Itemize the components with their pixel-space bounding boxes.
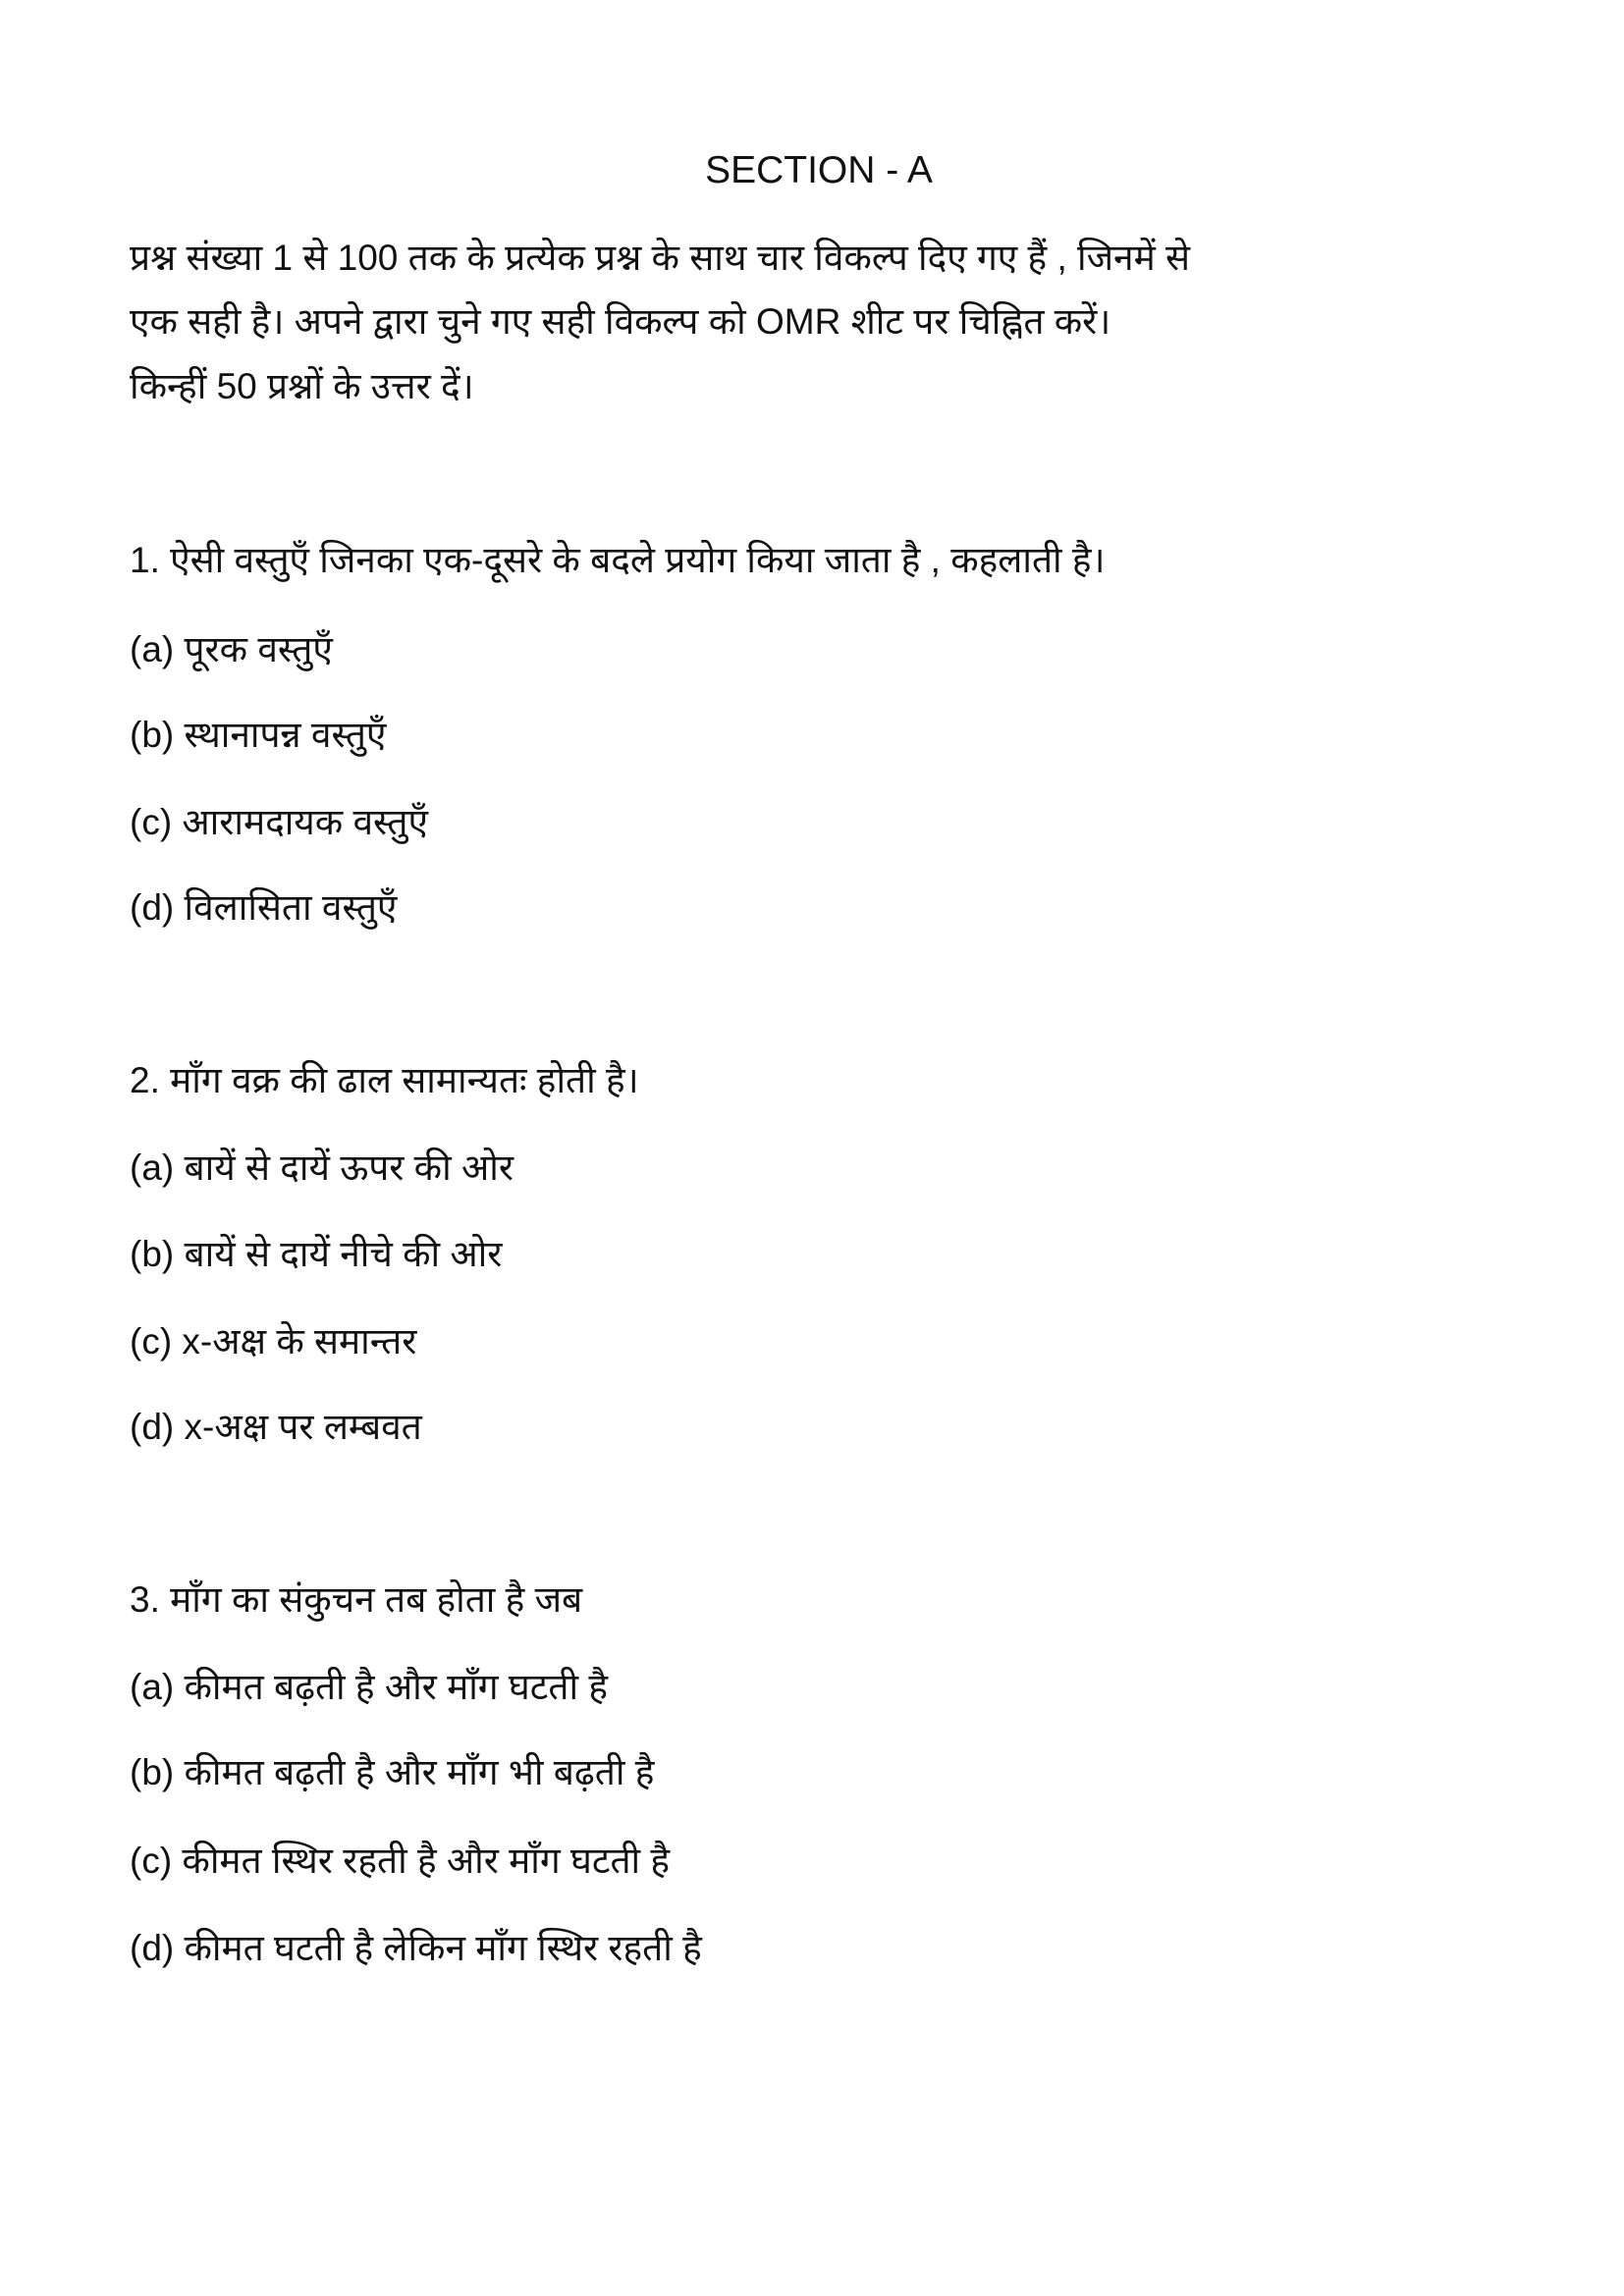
instruction-line: किन्हीं 50 प्रश्नों के उत्तर दें।: [130, 366, 474, 406]
question-1-option-c: (c) आरामदायक वस्तुएँ: [130, 802, 428, 842]
question-2-option-c: (c) x-अक्ष के समान्तर: [130, 1321, 417, 1362]
question-2-option-b: (b) बायें से दायें नीचे की ओर: [130, 1234, 503, 1274]
question-3-option-c: (c) कीमत स्थिर रहती है और माँग घटती है: [130, 1841, 671, 1881]
question-1-option-a: (a) पूरक वस्तुएँ: [130, 629, 333, 669]
question-2-option-d: (d) x-अक्ष पर लम्बवत: [130, 1407, 422, 1447]
instruction-line: प्रश्न संख्या 1 से 100 तक के प्रत्येक प्रश्न के साथ चार विकल्प दिए गए हैं , जिनमें से: [130, 238, 1191, 278]
question-3-option-d: (d) कीमत घटती है लेकिन माँग स्थिर रहती है: [130, 1928, 702, 1968]
question-2-option-a: (a) बायें से दायें ऊपर की ओर: [130, 1148, 514, 1188]
question-1-option-d: (d) विलासिता वस्तुएँ: [130, 887, 398, 928]
question-3-text: 3. माँग का संकुचन तब होता है जब: [130, 1579, 583, 1620]
section-title: SECTION - A: [705, 149, 933, 191]
question-3-option-b: (b) कीमत बढ़ती है और माँग भी बढ़ती है: [130, 1752, 655, 1792]
question-1-text: 1. ऐसी वस्तुएँ जिनका एक-दूसरे के बदले प्रयोग किया जाता है , कहलाती है।: [130, 540, 1106, 580]
question-3-option-a: (a) कीमत बढ़ती है और माँग घटती है: [130, 1667, 609, 1707]
instruction-line: एक सही है। अपने द्वारा चुने गए सही विकल्प को OMR शीट पर चिह्नित करें।: [130, 301, 1111, 342]
question-2-text: 2. माँग वक्र की ढाल सामान्यतः होती है।: [130, 1060, 639, 1100]
question-1-option-b: (b) स्थानापन्न वस्तुएँ: [130, 715, 387, 755]
